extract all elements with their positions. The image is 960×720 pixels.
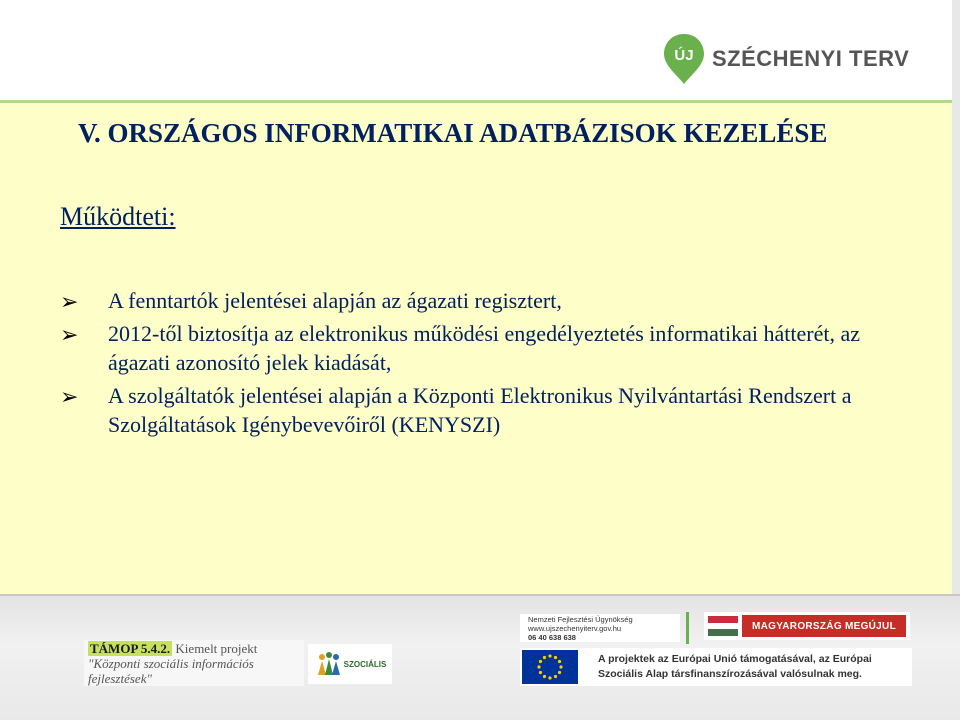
slide-subtitle: Működteti:: [60, 202, 176, 231]
logo-pin-text: ÚJ: [674, 47, 694, 64]
nfu-name: Nemzeti Fejlesztési Ügynökség: [528, 615, 633, 624]
eu-star: [548, 676, 551, 679]
eu-funding-text: A projektek az Európai Unió támogatásával, az Európai Szociális Alap társfinanszírozásával valósulnak meg.: [598, 653, 872, 680]
nfu-website: www.ujszechenyiterv.gov.hu: [528, 624, 622, 633]
logo-brand-text: SZÉCHENYI TERV: [712, 46, 910, 71]
eu-funding-box: [520, 648, 912, 686]
arrow-bullet-icon: ➢: [60, 323, 79, 348]
eu-star: [543, 656, 546, 659]
eu-star: [559, 665, 562, 668]
bullet-item: [60, 286, 910, 315]
eu-star: [543, 675, 546, 678]
map-pin-icon: [662, 32, 706, 86]
tamop-code: TÁMOP 5.4.2.: [90, 641, 171, 656]
arrow-bullet-icon: ➢: [60, 385, 79, 410]
footer-divider: [0, 594, 960, 596]
bullet-item: [60, 381, 910, 439]
nfu-logo: [520, 614, 680, 642]
hungary-banner-text: MAGYARORSZÁG MEGÚJUL: [742, 615, 906, 637]
tamop-logo: [84, 640, 304, 686]
arrow-bullet-icon: ➢: [60, 290, 79, 315]
tamop-label: Kiemelt projekt: [175, 641, 258, 656]
bullet-list: [60, 286, 910, 443]
eu-star: [558, 671, 561, 674]
hungary-banner-box: [704, 612, 910, 640]
tamop-description: "Központi szociális információs fejlesztések": [88, 656, 254, 686]
bullet-item: [60, 319, 910, 377]
people-icon: [314, 649, 344, 679]
footer: [0, 594, 960, 720]
szocialis-logo-text: SZOCIÁLIS: [343, 659, 387, 669]
eu-flag-icon: [522, 650, 578, 684]
bullet-text: 2012-től biztosítja az elektronikus működési engedélyeztetés informatikai hátterét, az ágazati azonosító jelek kiadását,: [108, 321, 861, 375]
eu-star: [537, 665, 540, 668]
nfu-phone: 06 40 638 638: [528, 633, 576, 642]
bullet-text: A fenntartók jelentései alapján az ágazati regisztert,: [108, 288, 562, 313]
eu-star: [539, 671, 542, 674]
right-edge-strip: [952, 0, 960, 594]
eu-star: [548, 654, 551, 657]
green-separator: [686, 612, 689, 644]
eu-star: [554, 675, 557, 678]
slide-title: V. ORSZÁGOS INFORMATIKAI ADATBÁZISOK KEZELÉSE: [78, 118, 828, 148]
szocialis-logo: [308, 644, 392, 684]
szechenyi-terv-logo: [662, 32, 909, 86]
eu-star: [539, 660, 542, 663]
eu-star: [554, 656, 557, 659]
hungary-flag-icon: [708, 616, 738, 636]
eu-star: [558, 660, 561, 663]
bullet-text: A szolgáltatók jelentései alapján a Központi Elektronikus Nyilvántartási Rendszert a Szolgáltatások Igénybevevőiről (KENYSZI): [108, 383, 852, 437]
